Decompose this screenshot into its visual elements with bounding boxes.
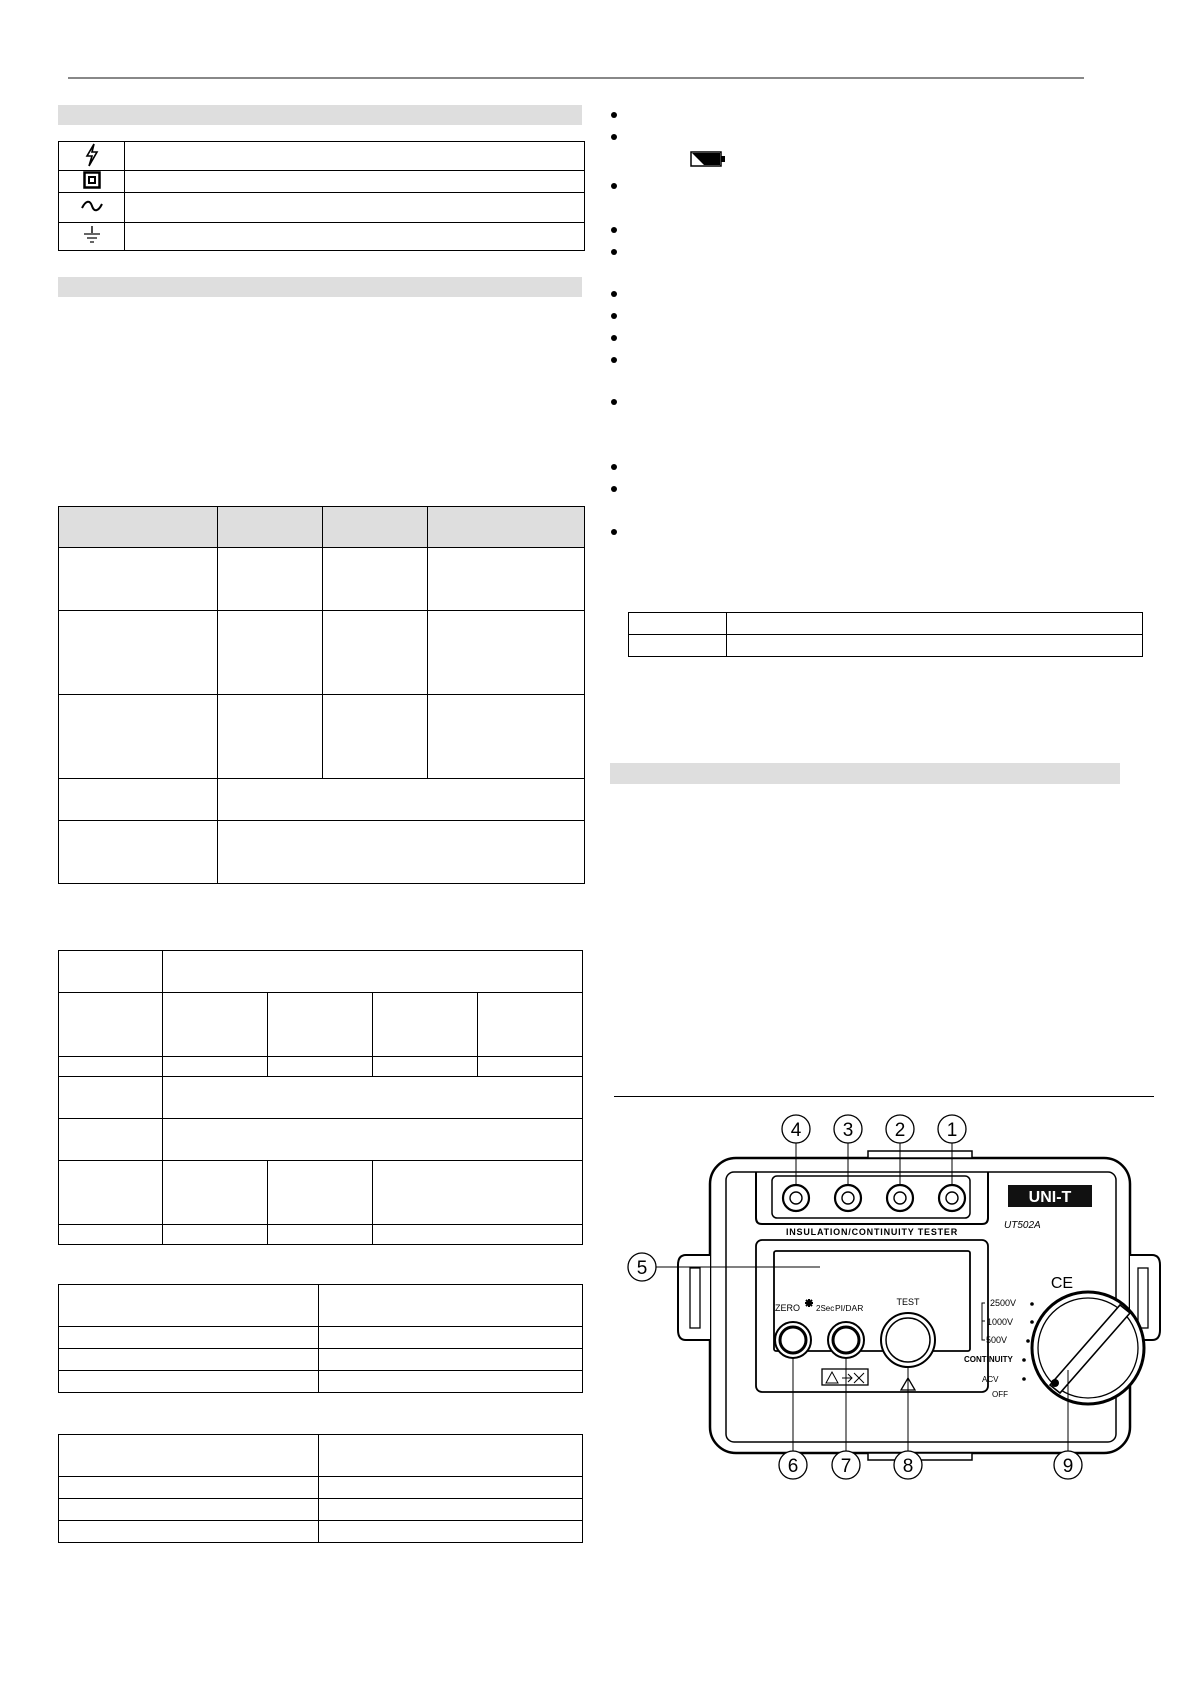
symbol-desc (125, 142, 585, 171)
bullet (611, 313, 617, 319)
table-cell (428, 611, 585, 695)
svg-text:1000V: 1000V (987, 1317, 1014, 1327)
section-bar-structure (610, 763, 1120, 784)
section-bar-symbols (58, 105, 582, 125)
battery-low-icon (690, 151, 726, 167)
model-label: UT502A (1004, 1220, 1041, 1231)
table-header-cell (428, 507, 585, 548)
table-cell (59, 695, 218, 779)
table-cell (59, 1327, 319, 1349)
table-cell (319, 1349, 583, 1371)
table-cell (319, 1477, 583, 1499)
table-cell (163, 1057, 268, 1077)
table-cell (59, 1499, 319, 1521)
svg-text:8: 8 (902, 1456, 914, 1477)
table-cell (59, 821, 218, 884)
table-cell (59, 951, 163, 993)
symbol-cell (59, 223, 125, 251)
svg-text:OFF: OFF (992, 1390, 1008, 1399)
table-cell (478, 1057, 583, 1077)
spec-table-2 (58, 950, 583, 1245)
bullet (611, 249, 617, 255)
bullet (611, 399, 617, 405)
svg-text:ACV: ACV (982, 1375, 999, 1384)
table-cell (59, 1077, 163, 1119)
bullet (611, 134, 617, 140)
table-cell (323, 548, 428, 611)
double-insulation-icon (83, 171, 101, 189)
table-cell (59, 1119, 163, 1161)
table-cell (59, 1349, 319, 1371)
table-cell (373, 1161, 583, 1225)
symbol-desc (125, 193, 585, 223)
table-cell (59, 1371, 319, 1393)
table-cell (59, 1161, 163, 1225)
table-cell (268, 1161, 373, 1225)
table-cell (629, 613, 727, 635)
bullet (611, 357, 617, 363)
table-cell (319, 1371, 583, 1393)
bullet (611, 464, 617, 470)
table-cell (323, 695, 428, 779)
section-bar-specs (58, 277, 582, 297)
table-cell (59, 1285, 319, 1327)
symbols-table (58, 141, 585, 251)
symbol-cell (59, 142, 125, 171)
table-cell (268, 993, 373, 1057)
svg-text:ZERO: ZERO (775, 1303, 801, 1313)
table-cell (319, 1327, 583, 1349)
table-cell (323, 611, 428, 695)
table-cell (478, 993, 583, 1057)
ac-tilde-icon (80, 199, 104, 213)
table-cell (319, 1285, 583, 1327)
svg-text:4: 4 (790, 1120, 802, 1141)
table-cell (59, 611, 218, 695)
table-cell (218, 548, 323, 611)
figure-rule (614, 1096, 1154, 1097)
svg-text:2500V: 2500V (990, 1298, 1017, 1308)
bullet (611, 227, 617, 233)
table-cell (163, 1161, 268, 1225)
table-cell (428, 548, 585, 611)
table-cell (163, 951, 583, 993)
svg-text:2Sec: 2Sec (816, 1304, 835, 1313)
svg-text:3: 3 (842, 1120, 854, 1141)
spec-table-1 (58, 506, 585, 884)
table-header-cell (323, 507, 428, 548)
bullet (611, 291, 617, 297)
test-button (881, 1313, 935, 1367)
table-cell (218, 695, 323, 779)
spec-table-3 (58, 1284, 583, 1393)
table-cell (163, 1077, 583, 1119)
table-cell (218, 779, 585, 821)
table-cell (59, 1435, 319, 1477)
table-cell (268, 1057, 373, 1077)
sun-icon (805, 1299, 813, 1307)
table-cell (727, 635, 1143, 657)
svg-text:UNI-T: UNI-T (1028, 1189, 1072, 1206)
table-cell (268, 1225, 373, 1245)
bullet (611, 183, 617, 189)
table-cell (428, 695, 585, 779)
device-diagram (600, 1100, 1180, 1500)
svg-text:PI/DAR: PI/DAR (835, 1303, 864, 1313)
panel-label: INSULATION/CONTINUITY TESTER (785, 1227, 959, 1237)
symbol-cell (59, 171, 125, 193)
svg-text:5: 5 (636, 1258, 648, 1279)
terminal-1 (939, 1185, 965, 1211)
svg-text:6: 6 (787, 1456, 799, 1477)
svg-text:7: 7 (840, 1456, 852, 1477)
table-cell (373, 993, 478, 1057)
svg-text:2: 2 (894, 1120, 906, 1141)
table-cell (373, 1057, 478, 1077)
symbol-cell (59, 193, 125, 223)
table-cell (59, 1225, 163, 1245)
table-cell (163, 993, 268, 1057)
table-cell (319, 1521, 583, 1543)
terminal-3 (835, 1185, 861, 1211)
bullet (611, 335, 617, 341)
symbol-desc (125, 223, 585, 251)
table-cell (59, 548, 218, 611)
table-cell (59, 779, 218, 821)
svg-text:9: 9 (1062, 1456, 1074, 1477)
bullet (611, 112, 617, 118)
table-cell (319, 1435, 583, 1477)
table-cell (373, 1225, 583, 1245)
ce-mark: CE (1050, 1275, 1074, 1292)
bullet (611, 529, 617, 535)
table-header-cell (218, 507, 323, 548)
small-table (628, 612, 1143, 657)
spec-table-4 (58, 1434, 583, 1543)
table-cell (218, 821, 585, 884)
svg-text:500V: 500V (986, 1335, 1008, 1345)
table-cell (163, 1225, 268, 1245)
symbol-desc (125, 171, 585, 193)
table-cell (319, 1499, 583, 1521)
table-header-cell (59, 507, 218, 548)
header-rule (68, 77, 1084, 79)
ground-icon (81, 224, 103, 246)
table-cell (163, 1119, 583, 1161)
table-cell (59, 1057, 163, 1077)
terminal-2 (887, 1185, 913, 1211)
lightning-icon (84, 143, 100, 167)
table-cell (629, 635, 727, 657)
table-cell (59, 1477, 319, 1499)
terminal-4 (783, 1185, 809, 1211)
svg-text:CONTINUITY: CONTINUITY (964, 1355, 1013, 1364)
bullet (611, 486, 617, 492)
svg-text:TEST: TEST (896, 1297, 920, 1307)
table-cell (218, 611, 323, 695)
table-cell (59, 1521, 319, 1543)
table-cell (59, 993, 163, 1057)
table-cell (727, 613, 1143, 635)
svg-text:1: 1 (946, 1120, 958, 1141)
